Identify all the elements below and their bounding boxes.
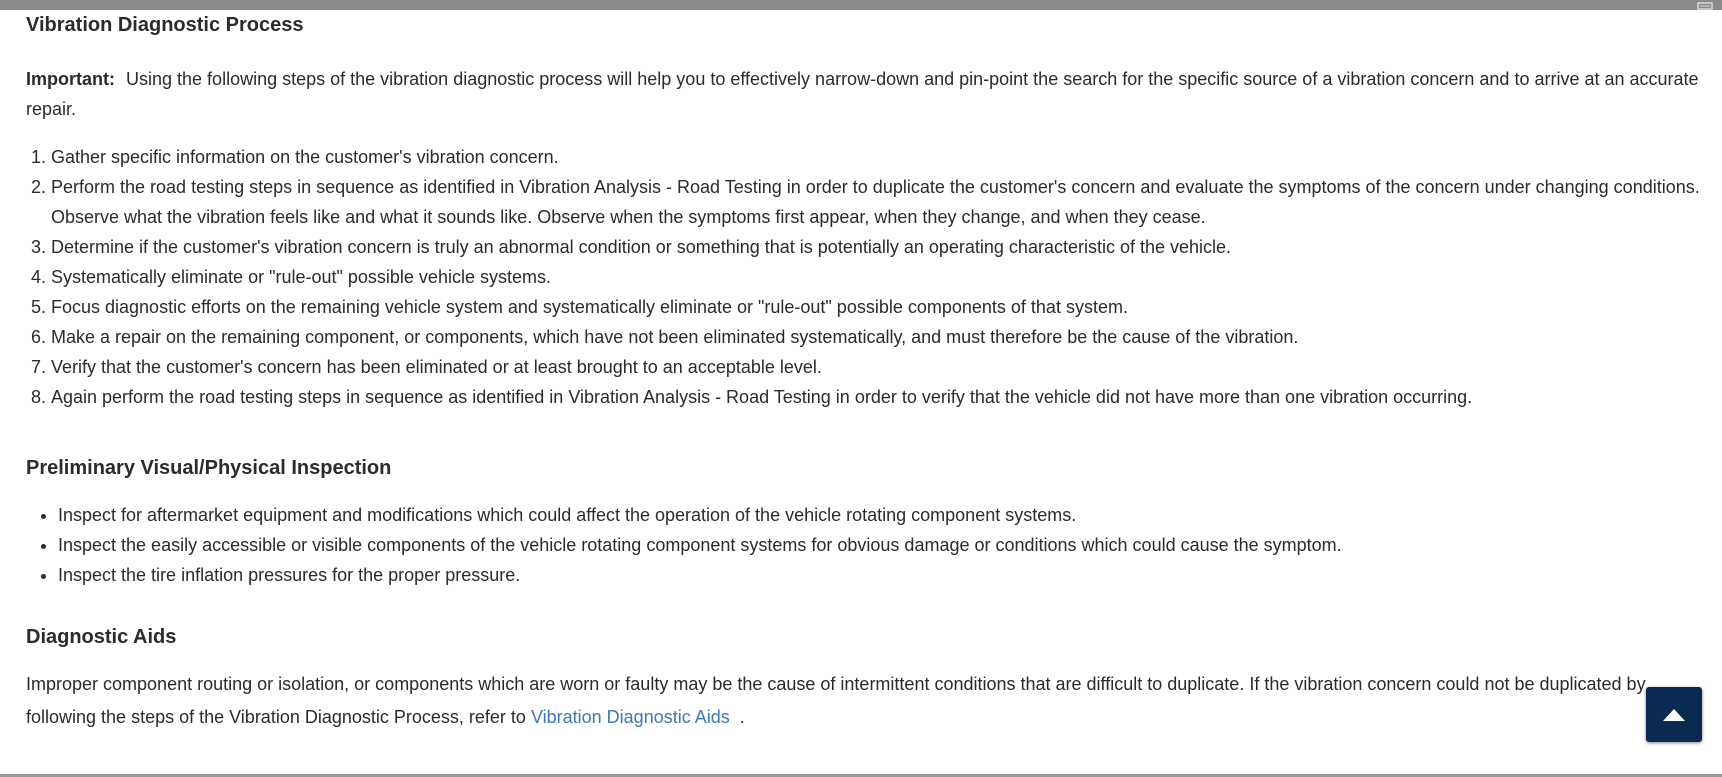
step-item: 2. Perform the road testing steps in sequence as identified in Vibration Analysis - Road Testing in order to duplicate the customer's concern and evaluate the symptoms of the concern under changing conditions. Observe what the vibration feels like and what it sounds like. Observe when the symptoms first appear, when they change, and when they cease. xyxy=(51,172,1712,232)
article-content xyxy=(26,10,1712,734)
important-label: Important: xyxy=(26,69,115,89)
vibration-diagnostic-aids-link[interactable]: Vibration Diagnostic Aids xyxy=(530,707,730,727)
step-item: 3. Determine if the customer's vibration concern is truly an abnormal condition or something that is potentially an operating characteristic of the vehicle. xyxy=(51,232,1712,262)
step-item: 5. Focus diagnostic efforts on the remaining vehicle system and systematically eliminate or "rule-out" possible components of that system. xyxy=(51,292,1712,322)
inspection-list xyxy=(26,500,1712,590)
step-item: 4. Systematically eliminate or "rule-out" possible vehicle systems. xyxy=(51,262,1712,292)
diagnostic-steps-list xyxy=(26,142,1712,412)
arrow-up-icon xyxy=(1663,709,1685,721)
step-item: 8. Again perform the road testing steps in sequence as identified in Vibration Analysis - Road Testing in order to verify that the vehicle did not have more than one vibration occurring. xyxy=(51,382,1712,412)
step-item: 6. Make a repair on the remaining component, or components, which have not been eliminated systematically, and must therefore be the cause of the vibration. xyxy=(51,322,1712,352)
back-to-top-button[interactable] xyxy=(1646,687,1702,742)
inspection-item: • Inspect the easily accessible or visible components of the vehicle rotating component systems for obvious damage or conditions which could cause the symptom. xyxy=(58,530,1712,560)
printer-icon[interactable] xyxy=(1694,0,1716,8)
top-toolbar-strip xyxy=(0,0,1722,10)
diagnostic-aids-heading: Diagnostic Aids xyxy=(26,626,177,648)
step-item: 7. Verify that the customer's concern has been eliminated or at least brought to an acceptable level. xyxy=(51,352,1712,382)
diagnostic-aids-suffix: . xyxy=(739,707,745,727)
diagnostic-aids-text: Improper component routing or isolation, or components which are worn or faulty may be the cause of intermittent conditions that are difficult to duplicate. If the vibration concern could not be duplicated by following the steps of the Vibration Diagnostic Process, refer to xyxy=(26,674,1646,727)
step-item: 1. Gather specific information on the customer's vibration concern. xyxy=(51,142,1712,172)
inspection-heading: Preliminary Visual/Physical Inspection xyxy=(26,457,392,479)
inspection-item: • Inspect the tire inflation pressures for the proper pressure. xyxy=(58,560,1712,590)
inspection-item: • Inspect for aftermarket equipment and modifications which could affect the operation of the vehicle rotating component systems. xyxy=(58,500,1712,530)
important-note xyxy=(26,64,1712,124)
diagnostic-aids-paragraph xyxy=(26,668,1666,734)
important-text: Using the following steps of the vibration diagnostic process will help you to effectively narrow-down and pin-point the search for the specific source of a vibration concern and to arrive at an accurate repair. xyxy=(26,69,1699,119)
page-title: Vibration Diagnostic Process xyxy=(26,14,304,36)
